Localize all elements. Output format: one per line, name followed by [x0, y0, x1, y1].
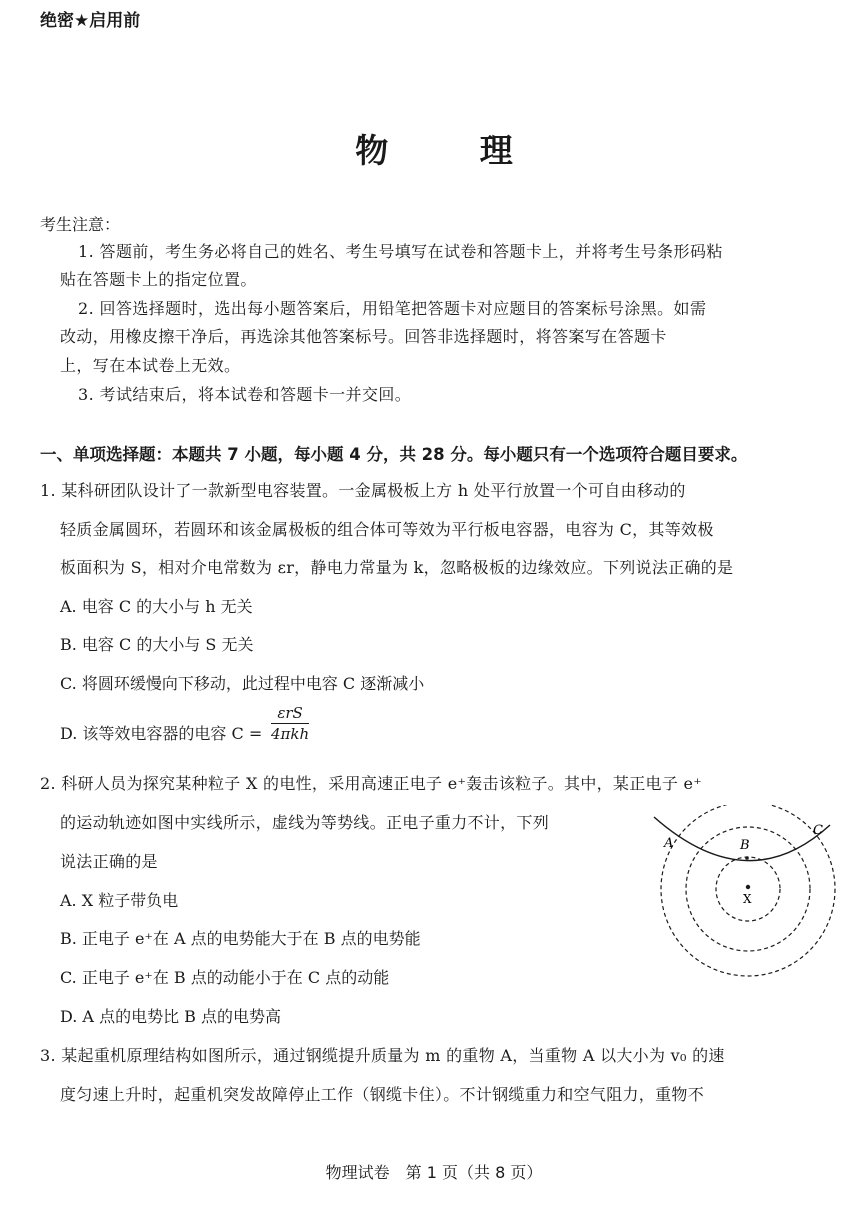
q3-stem-line: 度匀速上升时，起重机突发故障停止工作（钢缆卡住）。不计钢缆重力和空气阻力，重物不	[60, 1085, 705, 1104]
notice-line: 2. 回答选择题时，选出每小题答案后，用铅笔把答题卡对应题目的答案标号涂黑。如需	[78, 299, 707, 318]
equipotential-outer	[661, 805, 835, 976]
q2-stem-line: 的运动轨迹如图中实线所示，虚线为等势线。正电子重力不计，下列	[60, 813, 550, 832]
notice-line: 上，写在本试卷上无效。	[60, 356, 241, 375]
q1-option-a: A. 电容 C 的大小与 h 无关	[60, 597, 253, 616]
q1-stem-line: 1. 某科研团队设计了一款新型电容装置。一金属极板上方 h 处平行放置一个可自由移动的	[40, 481, 686, 500]
q2-option-b: B. 正电子 e⁺在 A 点的电势能大于在 B 点的电势能	[60, 929, 421, 948]
section-heading: 一、单项选择题：本题共 7 小题，每小题 4 分，共 28 分。每小题只有一个选项符合题目要求。	[40, 445, 748, 464]
confidential-label: 绝密★启用前	[40, 11, 141, 31]
notice-heading: 考生注意：	[40, 215, 121, 234]
q2-stem-line: 2. 科研人员为探究某种粒子 X 的电性，采用高速正电子 e⁺轰击该粒子。其中，某正电子 e⁺	[40, 774, 703, 793]
equipotential-figure	[650, 805, 850, 1015]
formula-numerator: εrS	[271, 703, 309, 724]
notice-line: 改动，用橡皮擦干净后，再选涂其他答案标号。回答非选择题时，将答案写在答题卡	[60, 327, 667, 346]
capacitance-formula	[271, 703, 309, 744]
q2-stem-line: 说法正确的是	[60, 852, 158, 871]
page-footer: 物理试卷 第 1 页（共 8 页）	[325, 1163, 543, 1182]
q1-option-c: C. 将圆环缓慢向下移动，此过程中电容 C 逐渐减小	[60, 674, 425, 693]
q1-stem-line: 板面积为 S，相对介电常数为 εr，静电力常量为 k，忽略极板的边缘效应。下列说法正确的是	[60, 558, 734, 577]
notice-line: 3. 考试结束后，将本试卷和答题卡一并交回。	[78, 385, 412, 404]
label-x: X	[743, 892, 752, 906]
formula-denominator: 4πkh	[271, 725, 310, 743]
notice-line: 贴在答题卡上的指定位置。	[60, 270, 257, 289]
q2-option-a: A. X 粒子带负电	[60, 891, 179, 910]
q1-option-d: D. 该等效电容器的电容 C =	[60, 724, 263, 743]
label-c: C	[813, 823, 823, 838]
q2-option-d: D. A 点的电势比 B 点的电势高	[60, 1007, 282, 1026]
label-a: A	[664, 836, 674, 851]
page-title: 物 理	[355, 131, 553, 170]
notice-line: 1. 答题前，考生务必将自己的姓名、考生号填写在试卷和答题卡上，并将考生号条形码粘	[78, 242, 723, 261]
q2-option-c: C. 正电子 e⁺在 B 点的动能小于在 C 点的动能	[60, 968, 390, 987]
point-b-dot	[745, 856, 749, 860]
label-b: B	[740, 838, 750, 853]
q1-stem-line: 轻质金属圆环，若圆环和该金属极板的组合体可等效为平行板电容器，电容为 C，其等效极	[60, 520, 714, 539]
particle-x-dot	[746, 885, 750, 889]
q3-stem-line: 3. 某起重机原理结构如图所示，通过钢缆提升质量为 m 的重物 A，当重物 A 以大小为 v₀ 的速	[40, 1046, 725, 1065]
q1-option-b: B. 电容 C 的大小与 S 无关	[60, 635, 254, 654]
